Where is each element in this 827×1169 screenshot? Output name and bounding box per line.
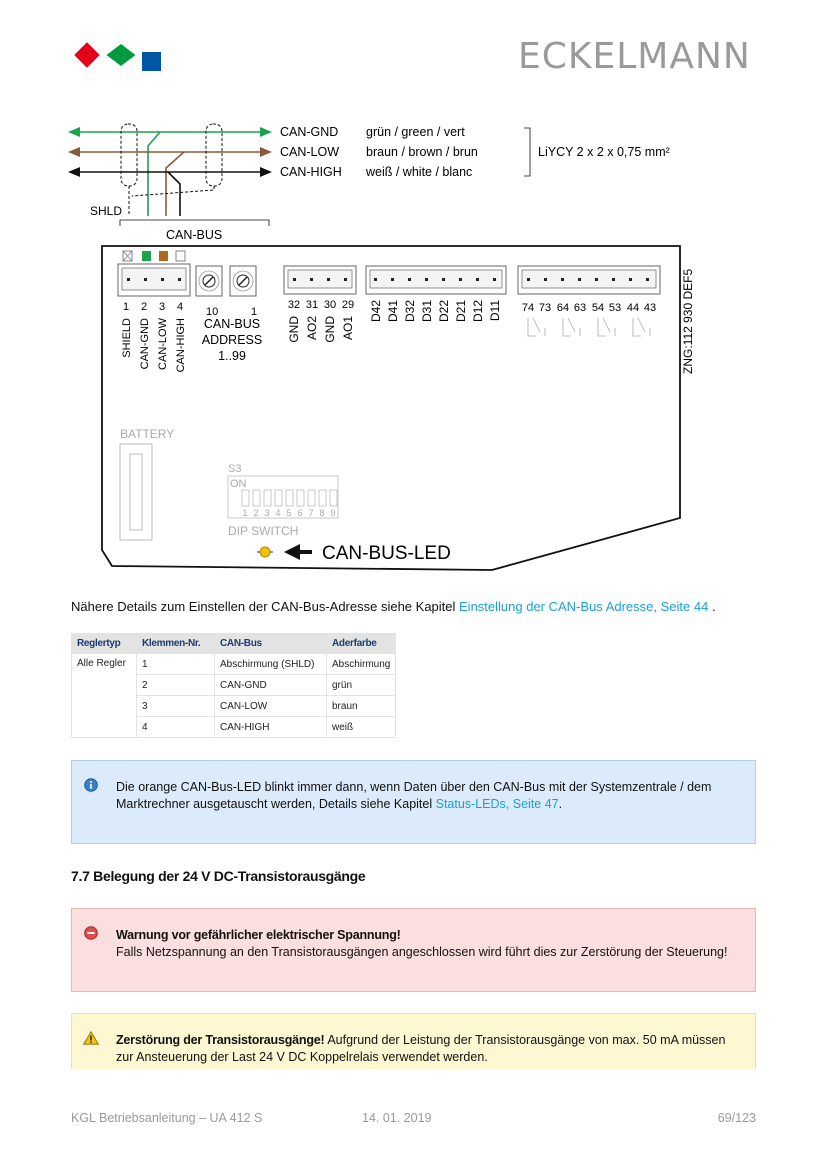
battery-label: BATTERY <box>120 427 175 441</box>
status-leds-link[interactable]: Status-LEDs, Seite 47 <box>435 797 559 811</box>
wire-colors-low: braun / brown / brun <box>366 145 478 159</box>
zng-label: ZNG:112 930 DEF5 <box>681 268 695 374</box>
footer-doc-title: KGL Betriebsanleitung – UA 412 S <box>71 1111 263 1125</box>
terminal-label-shield: SHIELD <box>121 318 133 358</box>
led-arrow-icon <box>284 544 312 560</box>
can-bus-led-label: CAN-BUS-LED <box>322 543 451 564</box>
dip-num-4: 4 <box>275 508 281 518</box>
battery-holder <box>120 444 152 540</box>
ao-label-gnd-1: GND <box>287 316 301 343</box>
shld-label: SHLD <box>90 204 123 218</box>
canbus-bracket-label: CAN-BUS <box>166 228 223 242</box>
caution-body: Aufgrund der Leistung der Transistorausgänge von max. 50 mA müssen zur Ansteuerung der Last 24 V DC Koppelrelais verwendet werden. <box>116 1033 726 1064</box>
ao-connector <box>284 266 356 294</box>
wire-label-high: CAN-HIGH <box>280 165 342 179</box>
table-cell: 3 <box>137 696 215 717</box>
address-line-3: 1..99 <box>218 349 246 363</box>
para-after: . <box>708 599 716 614</box>
col-aderfarbe: Aderfarbe <box>327 634 396 654</box>
ao-num-30: 30 <box>323 299 337 311</box>
cell-group: Alle Regler <box>72 654 137 738</box>
table-cell: weiß <box>327 717 396 738</box>
relay-num-63: 63 <box>573 302 587 314</box>
ao-label-gnd-2: GND <box>323 316 337 343</box>
rotary-switch-1 <box>230 266 256 296</box>
terminal-label-can-low: CAN-LOW <box>157 318 169 370</box>
table-cell: CAN-GND <box>215 675 327 696</box>
dip-num-8: 8 <box>319 508 325 518</box>
dip-num-6: 6 <box>297 508 303 518</box>
relay-connector <box>518 266 660 294</box>
dip-num-5: 5 <box>286 508 292 518</box>
terminal-num-3: 3 <box>158 301 166 313</box>
warning-box <box>71 908 756 992</box>
logo-red-diamond <box>74 42 99 67</box>
table-cell: Abschirmung (SHLD) <box>215 654 327 675</box>
table-cell: 1 <box>137 654 215 675</box>
shield-loop-left <box>121 124 137 186</box>
table-cell: grün <box>327 675 396 696</box>
d-label-d42: D42 <box>369 300 383 323</box>
relay-num-73: 73 <box>538 302 552 314</box>
can-bus-led-icon <box>257 547 273 557</box>
caution-text <box>116 1032 741 1066</box>
dip-on-label: ON <box>230 478 247 490</box>
d-label-d31: D31 <box>420 300 434 323</box>
s3-label: S3 <box>228 463 242 475</box>
ao-label-ao1: AO1 <box>341 316 355 341</box>
terminal-label-can-high: CAN-HIGH <box>175 318 187 373</box>
relay-contact-symbols <box>528 318 650 336</box>
shield-loop-right <box>206 124 222 186</box>
info-body: Die orange CAN-Bus-LED blinkt immer dann, wenn Daten über den CAN-Bus mit der Systemzentrale / dem Marktrechner ausgetauscht werden, Details siehe Kapitel <box>116 780 712 811</box>
col-klemmen-nr: Klemmen-Nr. <box>137 634 215 654</box>
relay-num-64: 64 <box>556 302 570 314</box>
d-label-d22: D22 <box>437 300 451 323</box>
logo-blue-square <box>142 52 161 71</box>
relay-num-53: 53 <box>608 302 622 314</box>
footer-page-number: 69/123 <box>717 1111 756 1125</box>
warning-title: Warnung vor gefährlicher elektrischer Spannung! <box>116 928 401 942</box>
d-label-d21: D21 <box>454 300 468 323</box>
table-row <box>72 654 396 675</box>
dip-num-7: 7 <box>308 508 314 518</box>
wiring-diagram <box>60 118 700 578</box>
terminal-num-2: 2 <box>140 301 148 313</box>
ao-num-32: 32 <box>287 299 301 311</box>
address-details-paragraph <box>71 598 761 615</box>
wire-colors-gnd: grün / green / vert <box>366 125 465 139</box>
table-header-row <box>72 634 396 654</box>
d-label-d11: D11 <box>488 300 502 322</box>
col-reglertyp: Reglertyp <box>72 634 137 654</box>
table-cell: CAN-HIGH <box>215 717 327 738</box>
wire-label-gnd: CAN-GND <box>280 125 339 139</box>
dip-num-3: 3 <box>264 508 270 518</box>
info-text <box>116 779 741 813</box>
col-can-bus: CAN-Bus <box>215 634 327 654</box>
relay-num-54: 54 <box>591 302 605 314</box>
warning-text <box>116 927 741 961</box>
address-line-1: CAN-BUS <box>203 317 261 331</box>
wire-colors-high: weiß / white / blanc <box>366 165 473 179</box>
warning-triangle-icon <box>83 1031 99 1045</box>
relay-num-43: 43 <box>643 302 657 314</box>
table-cell: CAN-LOW <box>215 696 327 717</box>
warning-body: Falls Netzspannung an den Transistorausgängen angeschlossen wird führt dies zur Zerstörung der Steuerung! <box>116 945 728 959</box>
relay-num-74: 74 <box>521 302 535 314</box>
logo-green-diamond <box>106 44 135 66</box>
digital-connector <box>366 266 506 294</box>
info-after: . <box>558 797 563 811</box>
rotary-num-10: 10 <box>206 306 219 318</box>
info-icon <box>84 778 98 792</box>
ao-num-29: 29 <box>341 299 355 311</box>
dip-num-1: 1 <box>242 508 248 518</box>
cable-spec: LiYCY 2 x 2 x 0,75 mm² <box>538 145 670 159</box>
table-cell: Abschirmung <box>327 654 396 675</box>
wire-label-low: CAN-LOW <box>280 145 340 159</box>
can-bus-terminal-table <box>71 633 396 738</box>
rotary-num-1: 1 <box>251 306 258 318</box>
rotary-switch-10 <box>196 266 222 296</box>
footer-date: 14. 01. 2019 <box>362 1111 432 1125</box>
dip-num-9: 9 <box>330 508 336 518</box>
address-line-2: ADDRESS <box>201 333 263 347</box>
brand-name: ECKELMANN <box>518 36 751 77</box>
address-chapter-link[interactable]: Einstellung der CAN-Bus Adresse, Seite 44 <box>459 599 709 614</box>
ao-label-ao2: AO2 <box>305 316 319 341</box>
info-box <box>71 760 756 844</box>
dip-num-2: 2 <box>253 508 259 518</box>
d-label-d12: D12 <box>471 300 485 323</box>
terminal-label-can-gnd: CAN-GND <box>139 318 151 370</box>
stop-icon <box>84 926 98 940</box>
terminal-num-4: 4 <box>176 301 184 313</box>
table-cell: 2 <box>137 675 215 696</box>
terminal-num-1: 1 <box>122 301 130 313</box>
caution-box <box>71 1013 756 1069</box>
caution-title: Zerstörung der Transistorausgänge! <box>116 1033 325 1047</box>
can-connector <box>118 264 190 296</box>
dip-switch-label: DIP SWITCH <box>228 524 299 538</box>
table-cell: 4 <box>137 717 215 738</box>
ao-num-31: 31 <box>305 299 319 311</box>
d-label-d32: D32 <box>403 300 417 323</box>
table-cell: braun <box>327 696 396 717</box>
para-text: Nähere Details zum Einstellen der CAN-Bus-Adresse siehe Kapitel <box>71 599 460 614</box>
section-heading: 7.7 Belegung der 24 V DC-Transistorausgänge <box>71 868 366 884</box>
relay-num-44: 44 <box>626 302 640 314</box>
d-label-d41: D41 <box>386 300 400 323</box>
